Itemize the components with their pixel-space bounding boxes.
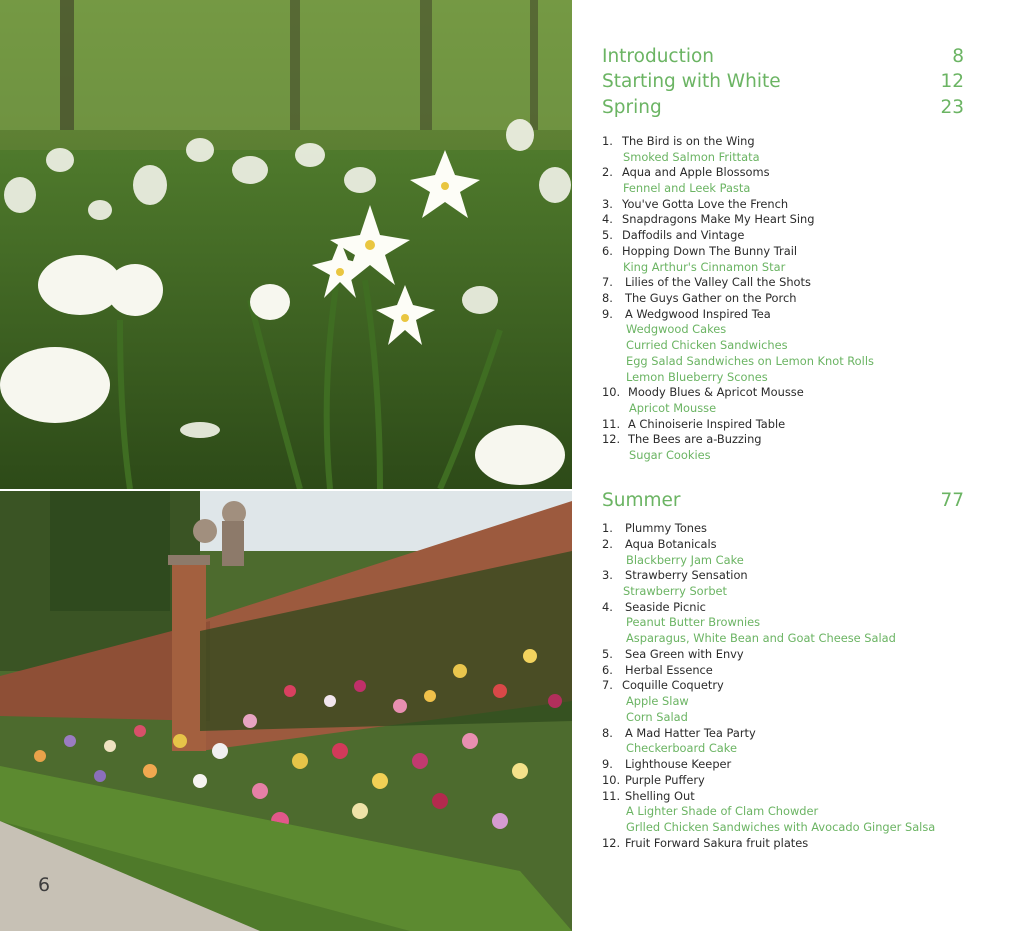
toc-recipe[interactable]: Peanut Butter Brownies (626, 615, 761, 629)
toc-recipe[interactable]: Smoked Salmon Frittata (623, 150, 760, 164)
toc-spring[interactable] (602, 95, 964, 121)
toc-recipe[interactable]: Sugar Cookies (629, 448, 711, 462)
toc-entry[interactable]: 12. The Bees are a-Buzzing (602, 432, 762, 446)
toc-entry[interactable]: 2. Aqua and Apple Blossoms (602, 165, 770, 179)
section-title: Summer (602, 490, 681, 511)
toc-recipe[interactable]: Grlled Chicken Sandwiches with Avocado Ginger Salsa (626, 820, 936, 834)
section-title: Starting with White (602, 71, 781, 92)
toc-recipe[interactable]: A Lighter Shade of Clam Chowder (626, 804, 819, 818)
page-number: 6 (38, 874, 51, 896)
toc-entry[interactable]: 10. Moody Blues & Apricot Mousse (602, 385, 804, 399)
toc-introduction[interactable] (602, 44, 964, 70)
toc-entry[interactable]: 10. Purple Puffery (602, 773, 705, 787)
section-title: Introduction (602, 46, 715, 67)
dahlia-border-brick-wall-photo (0, 491, 572, 931)
toc-entry[interactable]: 3. You've Gotta Love the French (602, 197, 789, 211)
toc-entry[interactable]: 4. Snapdragons Make My Heart Sing (602, 212, 815, 226)
toc-starting-with-white[interactable] (602, 69, 964, 95)
toc-recipe[interactable]: Egg Salad Sandwiches on Lemon Knot Rolls (626, 354, 874, 368)
toc-recipe[interactable]: Strawberry Sorbet (623, 584, 728, 598)
toc-entry[interactable]: 3. Strawberry Sensation (602, 568, 748, 582)
toc-recipe[interactable]: Curried Chicken Sandwiches (626, 338, 788, 352)
toc-entry[interactable]: 1. Plummy Tones (602, 521, 707, 535)
toc-entry[interactable]: 11. Shelling Out (602, 789, 695, 803)
toc-recipe[interactable]: Apple Slaw (626, 694, 689, 708)
toc-entry[interactable]: 11. A Chinoiserie Inspired Table (602, 417, 786, 431)
toc-entry[interactable]: 6. Herbal Essence (602, 663, 713, 677)
white-tulips-daffodils-photo (0, 0, 572, 489)
toc-entry[interactable]: 8. A Mad Hatter Tea Party (602, 726, 756, 740)
section-page: 12 (940, 71, 964, 92)
toc-recipe[interactable]: Corn Salad (626, 710, 688, 724)
toc-recipe[interactable]: Fennel and Leek Pasta (623, 181, 751, 195)
toc-entry[interactable]: 1. The Bird is on the Wing (602, 134, 755, 148)
toc-entry[interactable]: 5. Daffodils and Vintage (602, 228, 745, 242)
toc-entry[interactable]: 9. Lighthouse Keeper (602, 757, 732, 771)
toc-entry[interactable]: 4. Seaside Picnic (602, 600, 706, 614)
toc-recipe[interactable]: Blackberry Jam Cake (626, 553, 744, 567)
toc-recipe[interactable]: Wedgwood Cakes (626, 322, 727, 336)
toc-entry[interactable]: 9. A Wedgwood Inspired Tea (602, 307, 771, 321)
toc-summer[interactable] (602, 488, 964, 514)
toc-recipe[interactable]: Apricot Mousse (629, 401, 717, 415)
toc-recipe[interactable]: Lemon Blueberry Scones (626, 370, 768, 384)
toc-recipe[interactable]: Checkerboard Cake (626, 741, 737, 755)
toc-recipe[interactable]: Asparagus, White Bean and Goat Cheese Salad (626, 631, 896, 645)
section-title: Spring (602, 97, 662, 118)
toc-recipe[interactable]: King Arthur's Cinnamon Star (623, 260, 786, 274)
toc-entry[interactable]: 7. Coquille Coquetry (602, 678, 724, 692)
toc-entry[interactable]: 5. Sea Green with Envy (602, 647, 744, 661)
section-page: 23 (940, 97, 964, 118)
toc-entry[interactable]: 8. The Guys Gather on the Porch (602, 291, 797, 305)
section-page: 77 (940, 490, 964, 511)
toc-entry[interactable]: 7. Lilies of the Valley Call the Shots (602, 275, 811, 289)
toc-entry[interactable]: 12. Fruit Forward Sakura fruit plates (602, 836, 809, 850)
toc-entry[interactable]: 6. Hopping Down The Bunny Trail (602, 244, 798, 258)
toc-entry[interactable]: 2. Aqua Botanicals (602, 537, 717, 551)
section-page: 8 (952, 46, 964, 67)
